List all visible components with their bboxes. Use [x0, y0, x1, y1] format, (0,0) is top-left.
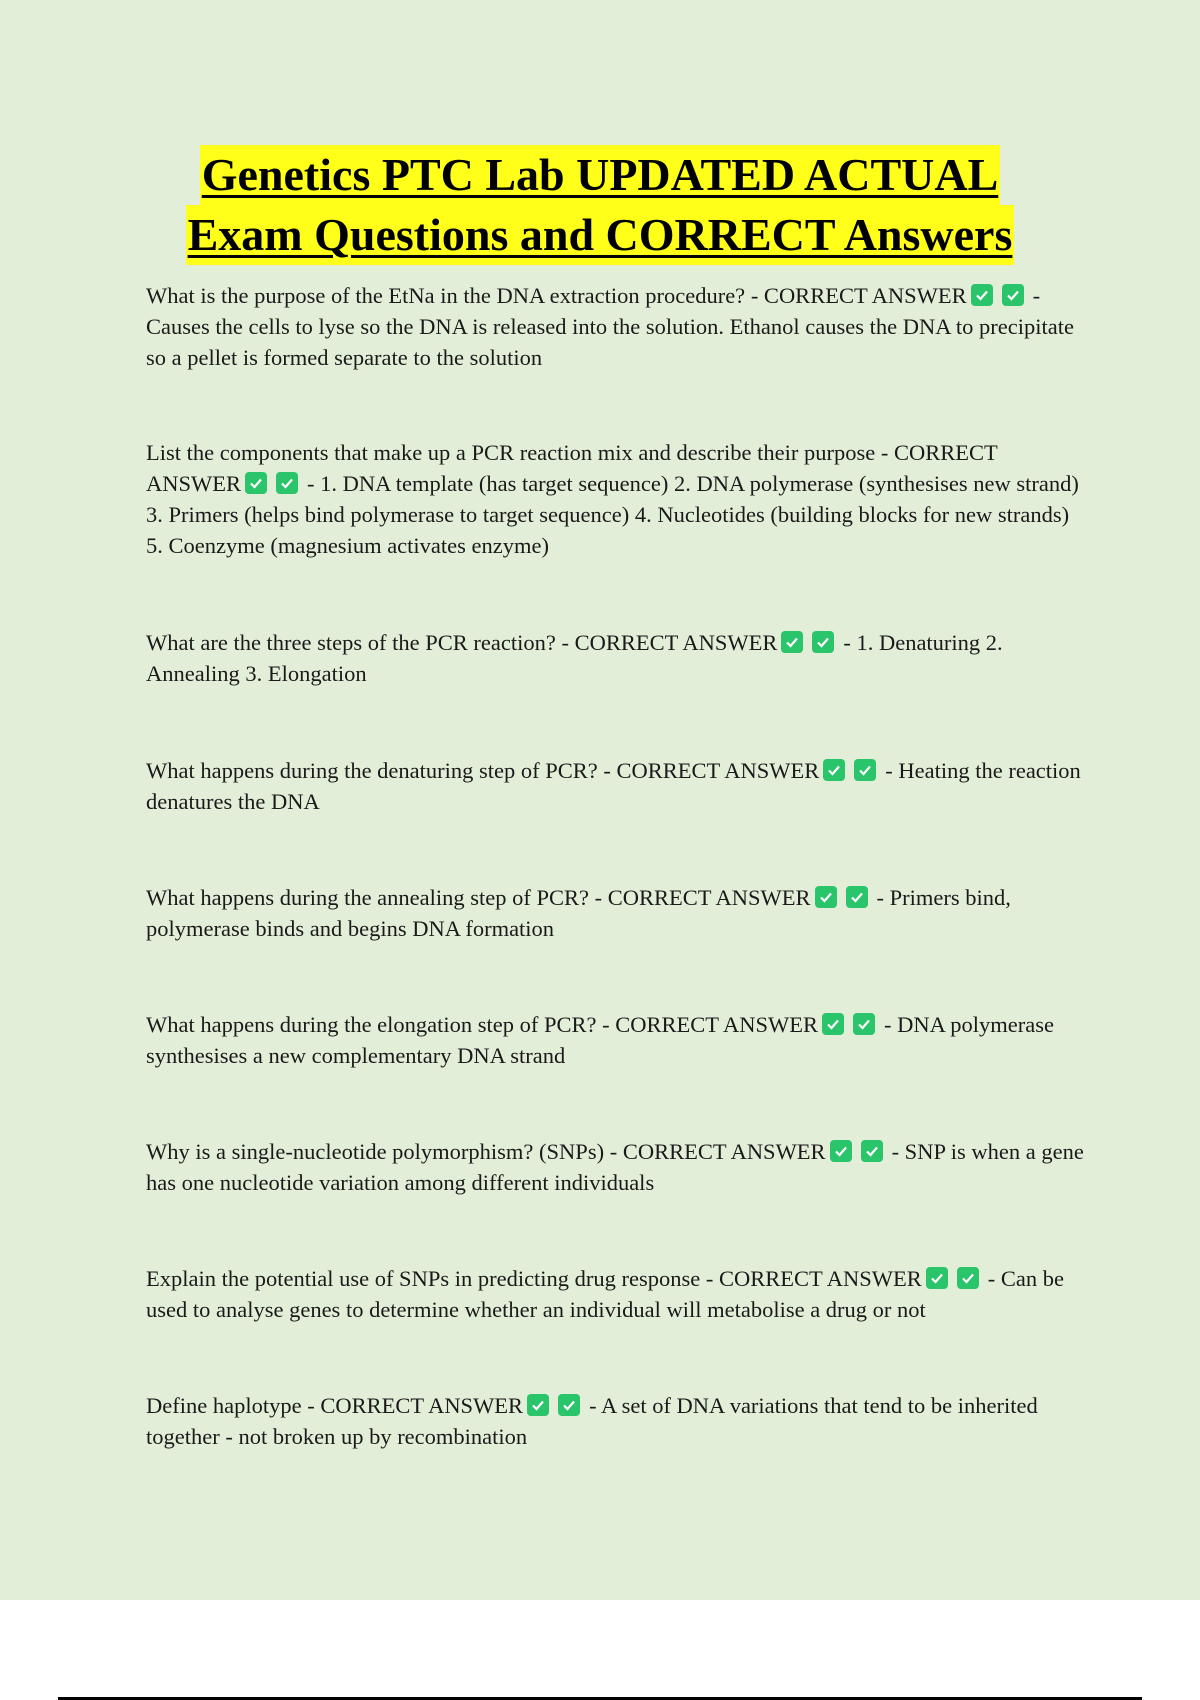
qa-item [146, 1390, 1086, 1452]
check-mark-icon [558, 1394, 580, 1416]
answer-marker: - CORRECT ANSWER [750, 283, 967, 308]
answer-text: - A set of DNA variations that tend to be inherited together - not broken up by recombination [146, 1393, 1038, 1449]
check-mark-icon [971, 284, 993, 306]
qa-item [146, 280, 1086, 373]
question-text: What happens during the denaturing step of PCR? [146, 758, 598, 783]
answer-text: - Primers bind, polymerase binds and begins DNA formation [146, 885, 1011, 941]
check-mark-icon [276, 472, 298, 494]
title-line-1: Genetics PTC Lab UPDATED ACTUAL [200, 145, 1001, 205]
check-mark-icon [861, 1140, 883, 1162]
check-mark-icon [823, 759, 845, 781]
check-mark-icon [812, 631, 834, 653]
qa-item [146, 755, 1086, 817]
answer-marker: - CORRECT ANSWER [594, 885, 811, 910]
check-mark-icon [245, 472, 267, 494]
answer-marker: - CORRECT ANSWER [705, 1266, 922, 1291]
question-text: Explain the potential use of SNPs in predicting drug response [146, 1266, 701, 1291]
check-mark-icon [822, 1013, 844, 1035]
question-text: What are the three steps of the PCR reaction? [146, 630, 556, 655]
check-mark-icon [830, 1140, 852, 1162]
title-line-2: Exam Questions and CORRECT Answers [186, 205, 1015, 265]
answer-text: - SNP is when a gene has one nucleotide variation among different individuals [146, 1139, 1084, 1195]
answer-marker: - CORRECT ANSWER [307, 1393, 524, 1418]
question-text: Define haplotype [146, 1393, 302, 1418]
question-text: What happens during the annealing step of PCR? [146, 885, 590, 910]
answer-marker: - CORRECT ANSWER [561, 630, 778, 655]
answer-text: - DNA polymerase synthesises a new complementary DNA strand [146, 1012, 1054, 1068]
answer-marker: - CORRECT ANSWER [146, 440, 998, 496]
check-mark-icon [957, 1267, 979, 1289]
check-mark-icon [781, 631, 803, 653]
check-mark-icon [846, 886, 868, 908]
answer-marker: - CORRECT ANSWER [603, 758, 820, 783]
answer-text: - Heating the reaction denatures the DNA [146, 758, 1081, 814]
question-text: List the components that make up a PCR reaction mix and describe their purpose [146, 440, 876, 465]
check-mark-icon [815, 886, 837, 908]
question-text: What is the purpose of the EtNa in the DNA extraction procedure? [146, 283, 746, 308]
answer-text: - Causes the cells to lyse so the DNA is released into the solution. Ethanol causes the DNA to precipitate so a pellet is formed separate to the solution [146, 283, 1074, 370]
check-mark-icon [853, 1013, 875, 1035]
qa-item [146, 882, 1086, 944]
question-text: Why is a single-nucleotide polymorphism? (SNPs) [146, 1139, 605, 1164]
question-text: What happens during the elongation step of PCR? [146, 1012, 597, 1037]
qa-item [146, 437, 1086, 561]
answer-marker: - CORRECT ANSWER [609, 1139, 826, 1164]
check-mark-icon [1002, 284, 1024, 306]
check-mark-icon [926, 1267, 948, 1289]
check-mark-icon [527, 1394, 549, 1416]
check-mark-icon [854, 759, 876, 781]
answer-text: - 1. DNA template (has target sequence) 2. DNA polymerase (synthesises new strand) 3. Primers (helps bind polymerase to target sequence) 4. Nucleotides (building blocks for new strands) 5. Coenzyme (magnesium activates enzyme) [146, 471, 1079, 558]
qa-item [146, 1136, 1086, 1198]
answer-text: - Can be used to analyse genes to determine whether an individual will metabolise a drug or not [146, 1266, 1065, 1322]
document-title [0, 145, 1200, 265]
answer-text: - 1. Denaturing 2. Annealing 3. Elongation [146, 630, 1003, 686]
answer-marker: - CORRECT ANSWER [602, 1012, 819, 1037]
qa-item [146, 627, 1086, 689]
qa-item [146, 1009, 1086, 1071]
qa-item [146, 1263, 1086, 1325]
